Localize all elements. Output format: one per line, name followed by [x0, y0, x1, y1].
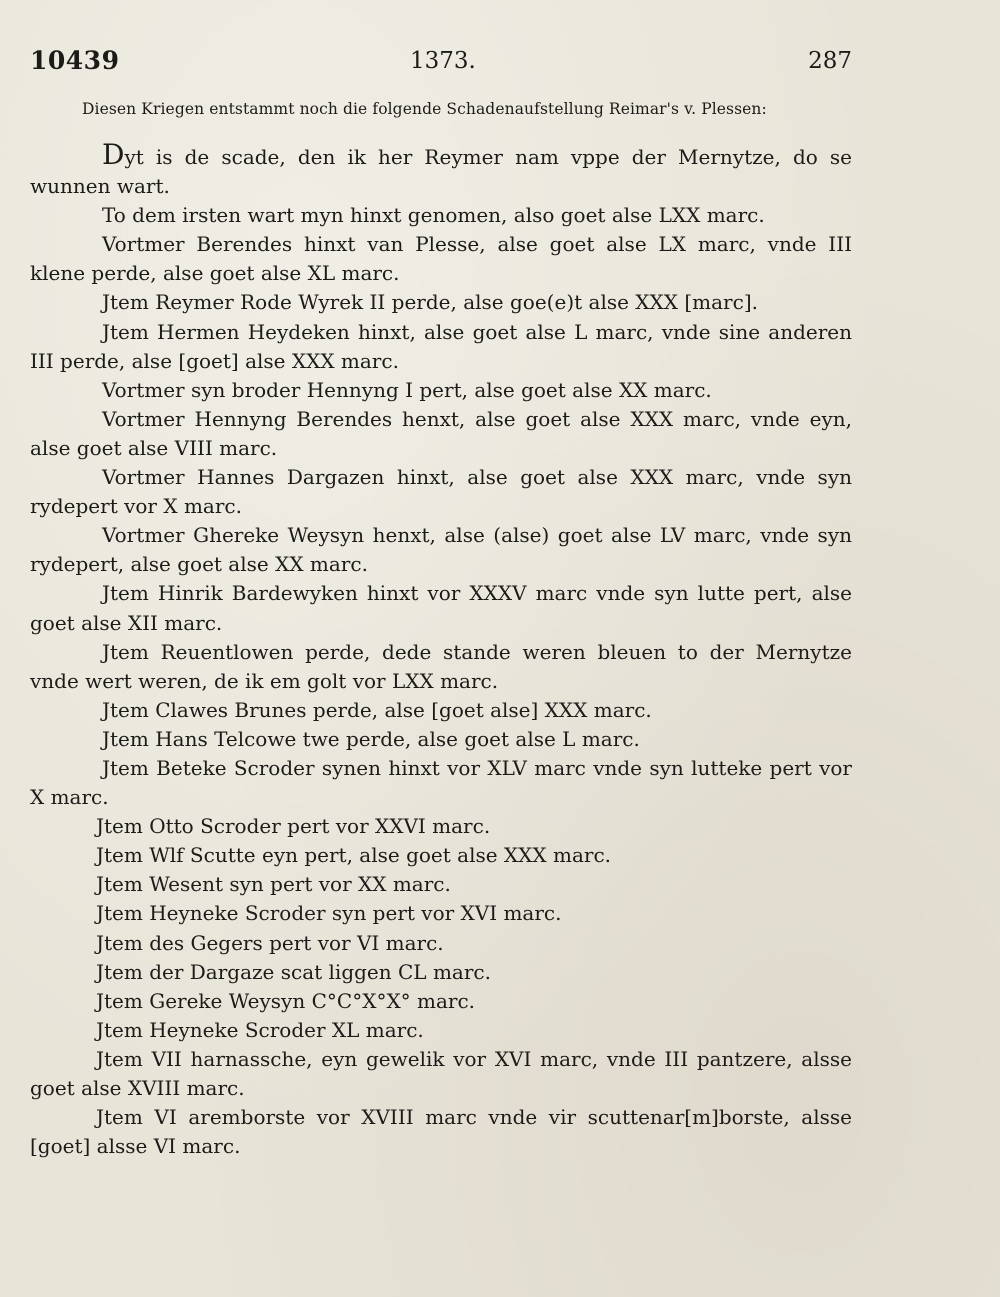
- page-number: 287: [808, 48, 852, 74]
- paragraph: Jtem Reuentlowen perde, dede stande weren bleuen to der Mernytze vnde wert weren, de ik em golt vor LXX marc.: [30, 639, 852, 693]
- paragraph: To dem irsten wart myn hinxt genomen, also goet alse LXX marc.: [102, 203, 765, 228]
- paragraph: Jtem Otto Scroder pert vor XXVI marc.: [96, 814, 491, 839]
- paragraph: Jtem Reymer Rode Wyrek II perde, alse goe(e)t alse XXX [marc].: [102, 290, 758, 315]
- paragraph: Jtem Beteke Scroder synen hinxt vor XLV marc vnde syn lutteke pert vor X marc.: [30, 755, 852, 810]
- paragraph: Jtem Clawes Brunes perde, alse [goet alse] XXX marc.: [102, 697, 652, 722]
- paragraph: Jtem Hans Telcowe twe perde, alse goet alse L marc.: [102, 726, 640, 751]
- paragraph: Jtem Hermen Heydeken hinxt, alse goet alse L marc, vnde sine anderen III perde, alse [goet] alse XXX marc.: [30, 319, 852, 373]
- intro-note: Diesen Kriegen entstammt noch die folgende Schadenaufstellung Reimar's v. Plessen:: [82, 100, 767, 118]
- paragraph-text: yt is de scade, den ik her Reymer nam vppe der Mernytze, do se wunnen wart.: [30, 145, 852, 199]
- paragraph: Jtem der Dargaze scat liggen CL marc.: [96, 959, 491, 984]
- paragraph: Jtem VII harnassche, eyn gewelik vor XVI marc, vnde III pantzere, alsse goet alse XVIII marc.: [30, 1046, 852, 1100]
- paragraph: Jtem Heyneke Scroder XL marc.: [96, 1017, 424, 1042]
- paragraph: Vortmer Hennyng Berendes henxt, alse goet alse XXX marc, vnde eyn, alse goet alse VIII marc.: [30, 406, 852, 460]
- paragraph: Jtem Wlf Scutte eyn pert, alse goet alse XXX marc.: [96, 843, 612, 868]
- paragraph: Jtem Heyneke Scroder syn pert vor XVI marc.: [96, 901, 562, 926]
- paragraph: Vortmer Hannes Dargazen hinxt, alse goet alse XXX marc, vnde syn rydepert vor X marc.: [30, 465, 852, 519]
- paragraph: Vortmer Ghereke Weysyn henxt, alse (alse) goet alse LV marc, vnde syn rydepert, alse goet alse XX marc.: [30, 523, 852, 577]
- document-number: 10439: [30, 46, 120, 75]
- paragraph: Jtem des Gegers pert vor VI marc.: [96, 930, 444, 955]
- paragraph: [30, 140, 852, 201]
- paragraph: Vortmer Berendes hinxt van Plesse, alse goet alse LX marc, vnde III klene perde, alse goet alse XL marc.: [30, 232, 852, 286]
- paragraph: Jtem Hinrik Bardewyken hinxt vor XXXV marc vnde syn lutte pert, alse goet alse XII marc.: [30, 581, 852, 635]
- paragraph: Jtem Wesent syn pert vor XX marc.: [96, 872, 451, 897]
- paragraph: Vortmer syn broder Hennyng I pert, alse goet alse XX marc.: [102, 377, 712, 402]
- document-body: [30, 140, 852, 1161]
- paragraph: Jtem VI aremborste vor XVIII marc vnde vir scuttenar[m]borste, alsse [goet] alsse VI marc.: [30, 1105, 852, 1159]
- paragraph: Jtem Gereke Weysyn C°C°X°X° marc.: [96, 988, 476, 1013]
- initial-letter: D: [102, 138, 125, 171]
- page-header: [30, 38, 852, 78]
- year-heading: 1373.: [410, 48, 476, 74]
